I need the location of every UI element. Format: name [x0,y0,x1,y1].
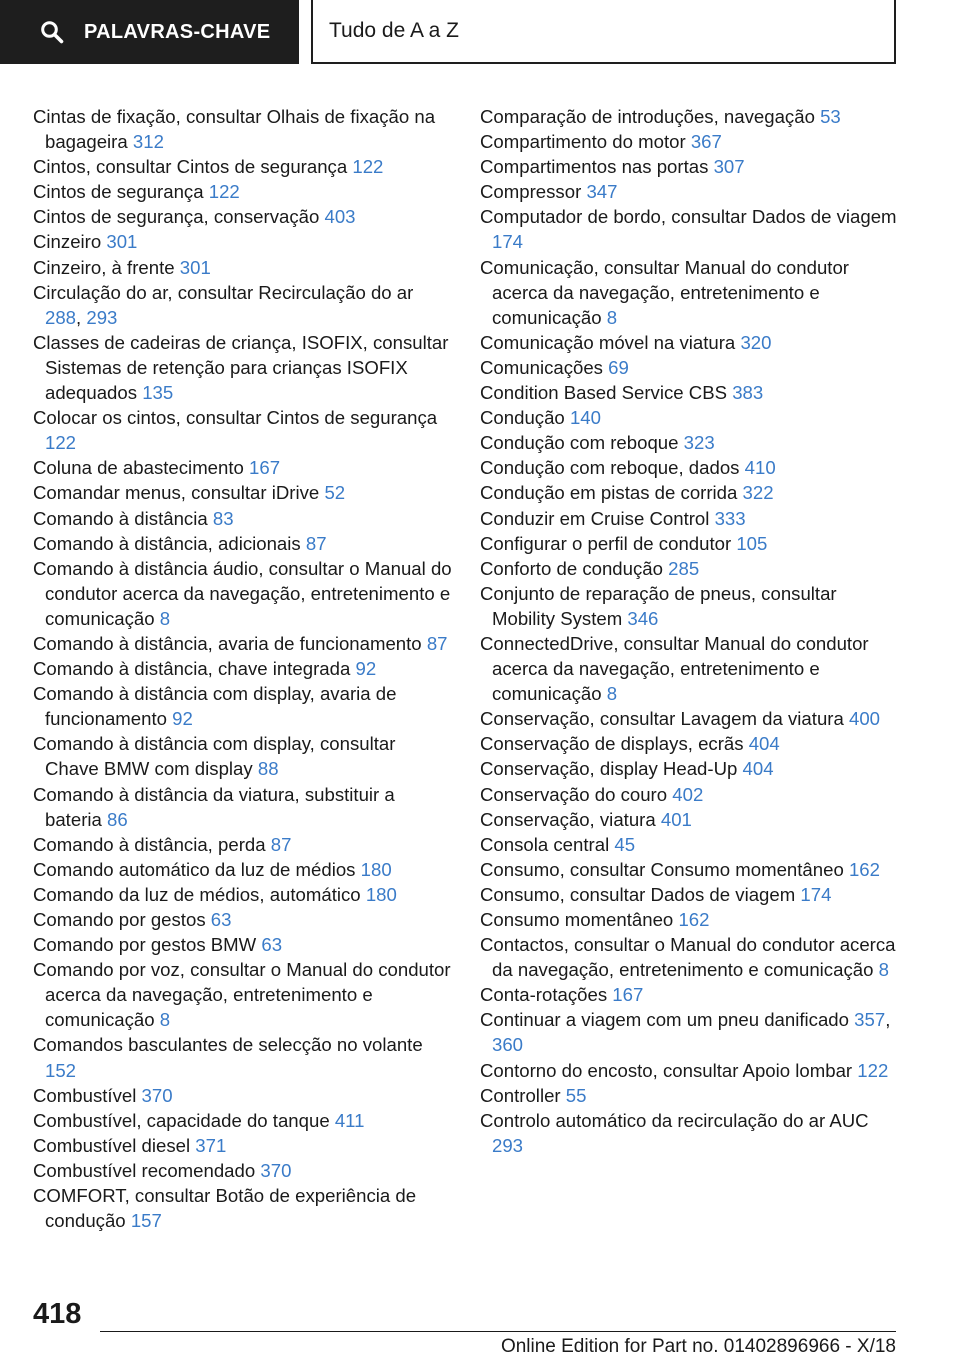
index-term: Comando à distância com display, consultar Chave BMW com display [33,733,396,780]
page-reference-link[interactable]: 83 [212,507,234,529]
index-entry [33,857,453,882]
page-reference-link[interactable]: 87 [305,532,327,554]
page-reference-link[interactable]: 411 [334,1109,365,1131]
page-reference-link[interactable]: 293 [492,1134,524,1156]
page-reference-link[interactable]: 122 [208,181,240,203]
index-term: Colocar os cintos, consultar Cintos de segurança [33,407,438,429]
page-reference-link[interactable]: 63 [261,934,283,956]
index-entry [33,455,453,480]
index-entry [480,380,900,405]
page-reference-link[interactable]: 53 [820,106,841,127]
index-term: Cintos de segurança, conservação [33,206,320,228]
index-entry [480,1108,900,1158]
index-entry [33,179,453,204]
index-term: Cinzeiro, à frente [33,256,175,278]
index-entry [480,756,900,781]
page-reference-link[interactable]: 122 [857,1059,889,1081]
index-term: Continuar a viagem com um pneu danificado [480,1009,849,1031]
page-reference-link[interactable]: 174 [492,231,524,253]
page-reference-link[interactable]: 285 [668,557,700,579]
index-entry [33,832,453,857]
keywords-tab[interactable] [0,0,299,64]
index-term: Combustível diesel [33,1134,191,1156]
page-reference-link[interactable]: 383 [732,382,764,404]
index-term: Conservação de displays, ecrãs [480,733,744,755]
index-term: Consumo momentâneo [480,909,674,930]
page-reference-link[interactable]: 8 [606,683,618,705]
index-term: Condução com reboque, dados [480,457,740,479]
index-entry [33,656,453,681]
page-reference-link[interactable]: 122 [45,432,77,454]
index-entry [33,104,453,154]
page-reference-link[interactable]: 152 [45,1059,77,1081]
index-term: Controlo automático da recirculação do ar AUC [480,1109,869,1131]
index-entry [33,907,453,932]
index-term: Coluna de abastecimento [33,457,244,479]
index-entry [480,355,900,380]
index-entry [33,681,453,731]
index-entry [480,480,900,505]
index-term: Conservação do couro [480,783,668,805]
page-reference-link[interactable]: 346 [627,607,659,629]
page-reference-link[interactable]: 174 [800,883,832,905]
page-reference-link[interactable]: 105 [736,532,768,554]
index-term: Compartimento do motor [480,131,686,153]
index-term: Conjunto de reparação de pneus, consultar Mobility System [480,582,837,629]
page-number: 418 [33,1298,82,1330]
index-term: Conforto de condução [480,557,663,579]
page-reference-link[interactable]: 404 [742,758,774,780]
index-entry [33,1183,453,1233]
keywords-tab-label: PALAVRAS-CHAVE [84,20,271,43]
index-term: Contorno do encosto, consultar Apoio lombar [480,1059,853,1081]
page-reference-link[interactable]: 8 [159,1009,171,1031]
index-entry [480,531,900,556]
index-column-right [480,104,900,1158]
page-reference-link[interactable]: 87 [270,833,292,855]
index-term: Conservação, consultar Lavagem da viatura [480,708,844,730]
index-entry [480,807,900,832]
index-entry [33,1083,453,1108]
index-term: Circulação do ar, consultar Recirculação do ar [33,281,414,303]
page-reference-link[interactable]: 403 [324,206,356,228]
index-term: Comando à distância, adicionais [33,532,301,554]
page-reference-link[interactable]: 322 [742,482,774,504]
page-reference-link[interactable]: 301 [179,256,211,278]
topic-tab[interactable] [311,0,896,64]
index-term: Combustível, capacidade do tanque [33,1109,330,1131]
page-reference-link[interactable]: 122 [352,156,384,178]
index-entry [480,832,900,857]
index-entry [480,405,900,430]
index-entry [480,782,900,807]
index-entry: Circulação do ar, consultar Recirculação do ar 288, 293 [33,281,414,328]
page-reference-link[interactable]: 167 [612,984,644,1006]
page-reference-link[interactable]: 288 [45,306,77,328]
index-term: Comando automático da luz de médios [33,858,356,880]
page-reference-link[interactable]: 307 [713,156,745,178]
page-reference-link[interactable]: 8 [159,607,171,629]
page-reference-link[interactable]: 45 [614,833,636,855]
page-reference-link[interactable]: 87 [426,632,448,654]
index-term: Comando à distância da viatura, substituir a bateria [33,783,395,830]
index-entry [33,204,453,229]
index-entry [33,255,453,280]
page-reference-link[interactable]: 52 [324,482,346,504]
page-reference-link[interactable]: 367 [690,131,722,153]
index-entry [480,330,900,355]
index-term: Cinzeiro [33,231,102,253]
index-term: Controller [480,1084,561,1106]
index-term: Comunicação móvel na viatura [480,331,736,353]
index-entry [480,631,900,706]
index-entry [33,957,453,1032]
index-entry [33,480,453,505]
index-term: Conservação, viatura [480,808,656,830]
page-reference-link[interactable]: 333 [714,507,746,529]
index-entry: Continuar a viagem com um pneu danificado 357, 360 [480,1009,891,1056]
index-term: Comando por gestos [33,909,206,930]
index-entry [480,430,900,455]
index-entry [480,1083,900,1108]
index-term: Comando à distância áudio, consultar o Manual do condutor acerca da navegação, entretenimento e comunicação [33,557,452,629]
index-entry [480,506,900,531]
page-reference-link[interactable]: 301 [106,231,138,253]
index-term: Conservação, display Head-Up [480,758,738,780]
index-entry [33,882,453,907]
index-term: Comunicação, consultar Manual do condutor acerca da navegação, entretenimento e comunicação [480,256,849,328]
page-reference-link[interactable]: 357 [854,1009,886,1031]
page-reference-link[interactable]: 55 [565,1084,587,1106]
index-term: Comando por gestos BMW [33,934,257,956]
page-reference-link[interactable]: 410 [744,457,776,479]
page-reference-link[interactable]: 157 [130,1210,162,1232]
page-reference-link[interactable]: 88 [257,758,279,780]
index-entry [33,506,453,531]
index-term: Comando à distância, avaria de funcionamento [33,632,422,654]
index-term: Condução com reboque [480,432,679,454]
index-term: Comparação de introduções, navegação [480,106,815,127]
index-term: Combustível recomendado [33,1159,256,1181]
index-term: Computador de bordo, consultar Dados de viagem [480,206,897,228]
index-entry [480,104,900,129]
index-term: Cintas de fixação, consultar Olhais de fixação na bagageira [33,106,436,153]
index-term: COMFORT, consultar Botão de experiência de condução [33,1185,417,1232]
index-term: Consola central [480,833,610,855]
page-reference-link[interactable]: 320 [740,331,772,353]
index-entry [480,255,900,330]
index-entry [33,631,453,656]
index-entry [480,706,900,731]
index-entry [480,154,900,179]
index-term: Comando à distância, perda [33,833,266,855]
index-term: Comando por voz, consultar o Manual do condutor acerca da navegação, entretenimento e comunicação [33,959,451,1031]
index-term: Cintos de segurança [33,181,204,203]
index-entry [480,882,900,907]
page-reference-link[interactable]: 92 [355,658,377,680]
page-reference-link[interactable]: 8 [878,959,889,981]
page-reference-link[interactable]: 404 [748,733,780,755]
edition-note: Online Edition for Part no. 01402896966 - X/18 [500,1336,896,1357]
footer-divider [100,1331,896,1332]
page-reference-link[interactable]: 371 [195,1134,227,1156]
index-entry [480,581,900,631]
index-entry [33,1158,453,1183]
page-reference-link[interactable]: 370 [141,1084,173,1106]
index-entry [33,731,453,781]
page-reference-link[interactable]: 323 [683,432,715,454]
index-entry [33,154,453,179]
index-term: Comando à distância [33,507,208,529]
index-entry [33,330,453,405]
index-entry [480,179,900,204]
index-term: Comandar menus, consultar iDrive [33,482,320,504]
index-term: Comunicações [480,356,603,378]
index-term: Cintos, consultar Cintos de segurança [33,156,348,178]
page-reference-link[interactable]: 92 [172,708,193,730]
page-reference-link[interactable]: 402 [672,783,704,805]
page-reference-link[interactable]: 400 [849,708,881,730]
index-term: Condução [480,407,565,429]
index-term: Combustível [33,1084,137,1106]
page-reference-link[interactable]: 167 [249,457,281,479]
index-term: ConnectedDrive, consultar Manual do condutor acerca da navegação, entretenimento e comunicação [480,632,869,705]
index-term: Comando da luz de médios, automático [33,883,361,905]
page-reference-link[interactable]: 162 [678,909,710,930]
index-entry [480,932,900,982]
index-entry [33,556,453,631]
index-entry [480,857,900,882]
index-term: Configurar o perfil de condutor [480,532,732,554]
index-entry [480,1058,900,1083]
page-reference-link[interactable]: 180 [365,883,397,905]
page-reference-link[interactable]: 69 [608,356,629,378]
page-reference-link[interactable]: 180 [360,858,392,880]
page-reference-link[interactable]: 293 [86,306,118,328]
page-reference-link[interactable]: 135 [142,382,174,404]
topic-label: Tudo de A a Z [329,19,459,42]
page-reference-link[interactable]: 347 [586,181,618,203]
index-term: Classes de cadeiras de criança, ISOFIX, consultar Sistemas de retenção para crianças ISOFIX adequados [33,331,449,404]
page-reference-link[interactable]: 140 [569,407,601,429]
index-term: Compartimentos nas portas [480,156,709,178]
index-entry [33,1032,453,1082]
index-term: Condition Based Service CBS [480,382,728,404]
index-term: Condução em pistas de corrida [480,482,738,504]
page-reference-link[interactable]: 401 [660,808,692,830]
index-entry [480,982,900,1007]
index-entry [480,455,900,480]
index-term: Comandos basculantes de selecção no volante [33,1034,423,1056]
page-reference-link[interactable]: 8 [606,306,618,328]
index-term: Consumo, consultar Consumo momentâneo [480,858,844,880]
index-entry [480,204,900,254]
index-entry [33,405,453,455]
index-entry [480,129,900,154]
index-term: Comando à distância com display, avaria de funcionamento [33,683,397,730]
index-entry [480,731,900,756]
index-column-left [33,104,453,1233]
index-entry [33,531,453,556]
index-entry [33,1108,453,1133]
index-entry [33,1133,453,1158]
index-entry [33,932,453,957]
page-reference-link[interactable]: 360 [492,1034,524,1056]
index-entry [480,556,900,581]
index-entry [33,229,453,254]
index-entry [33,782,453,832]
index-term: Compressor [480,181,582,203]
page-reference-link[interactable]: 86 [107,808,128,830]
page-reference-link[interactable]: 312 [132,131,164,153]
header [0,0,960,66]
index-term: Consumo, consultar Dados de viagem [480,883,796,905]
page-reference-link[interactable]: 370 [260,1159,292,1181]
index-term: Comando à distância, chave integrada [33,658,351,680]
index-entry [480,907,900,932]
search-icon [40,19,66,45]
index-term: Contactos, consultar o Manual do condutor acerca da navegação, entretenimento e comunicação [480,934,896,981]
page-reference-link[interactable]: 63 [210,909,232,930]
index-term: Conta-rotações [480,984,608,1006]
index-term: Conduzir em Cruise Control [480,507,710,529]
page-reference-link[interactable]: 162 [848,858,880,880]
